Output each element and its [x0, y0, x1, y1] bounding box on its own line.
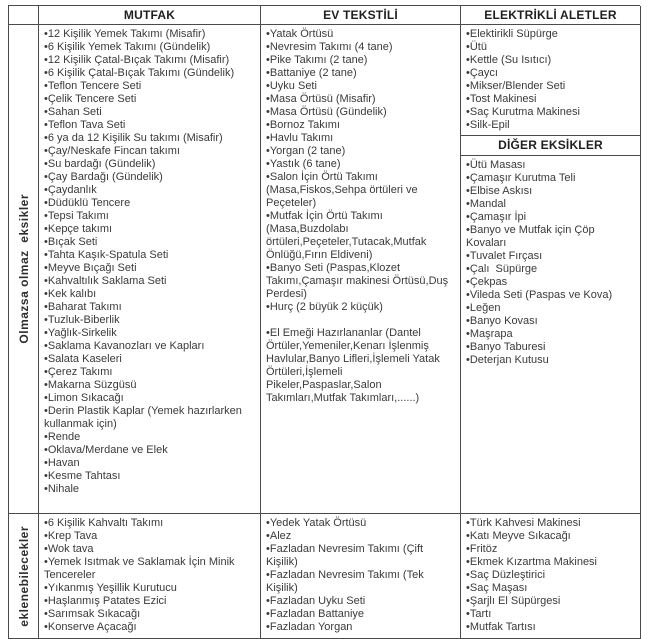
list-item: • Vileda Seti (Paspas ve Kova)	[466, 289, 636, 302]
list-item: • Fazladan Nevresim Takımı (Çift Kişilik)	[266, 543, 456, 569]
list-item: • Konserve Açacağı	[44, 621, 256, 634]
list-item: • Elbise Askısı	[466, 185, 636, 198]
list-item: • Salon İçin Örtü Takımı (Masa,Fiskos,Sehpa örtüleri ve Peçeteler)	[266, 171, 456, 210]
row-label-addables-text: eklenebilecekler	[16, 525, 31, 627]
list-item: • Havlu Takımı	[266, 132, 456, 145]
list-item: • Banyo Seti (Paspas,Klozet Takımı,Çamaşır makinesi Örtüsü,Duş Perdesi)	[266, 262, 456, 301]
list-item: • Yıkanmış Yeşillik Kurutucu	[44, 582, 256, 595]
list-item: • Oklava/Merdane ve Elek	[44, 444, 256, 457]
list-item: • Hurç (2 büyük 2 küçük)	[266, 301, 456, 314]
list-item: • Sarımsak Sıkacağı	[44, 608, 256, 621]
list-item: • Teflon Tava Seti	[44, 119, 256, 132]
list-item: • Kek kalıbı	[44, 288, 256, 301]
list-item: • Yatak Örtüsü	[266, 28, 456, 41]
list-item: • Makarna Süzgüsü	[44, 379, 256, 392]
list-item: • Çaycı	[466, 67, 636, 80]
list-item: • Ütü	[466, 41, 636, 54]
list-item: • Çalı Süpürge	[466, 263, 636, 276]
list-item: • Meyve Bıçağı Seti	[44, 262, 256, 275]
list-item: • Banyo Kovası	[466, 315, 636, 328]
list-item: • Çekpas	[466, 276, 636, 289]
list-item: • Nevresim Takımı (4 tane)	[266, 41, 456, 54]
list-item: • Tuvalet Fırçası	[466, 250, 636, 263]
list-item: • Silk-Epil	[466, 119, 636, 132]
list-item: • Tahta Kaşık-Spatula Seti	[44, 249, 256, 262]
list-item: • 12 Kişilik Yemek Takımı (Misafir)	[44, 28, 256, 41]
list-item: • Tartı	[466, 608, 636, 621]
electric-appliance-list	[461, 25, 640, 135]
list-item: • 6 Kişilik Çatal-Bıçak Takımı (Gündelik)	[44, 67, 256, 80]
list-item: • Nihale	[44, 483, 256, 496]
list-item: • Yağlık-Sirkelik	[44, 327, 256, 340]
row-label-must-haves	[9, 25, 39, 514]
list-item: • Teflon Tencere Seti	[44, 80, 256, 93]
list-item: • Bornoz Takımı	[266, 119, 456, 132]
list-item: • El Emeği Hazırlananlar (Dantel Örtüler,Yemeniler,Kenarı İşlenmiş Havlular,Banyo Lifleri,İşlemeli Yatak Örtüleri,İşlemeli Pikeler,Paspaslar,Salon Takımları,Mutfak Takımları,......)	[266, 327, 456, 405]
list-item: • Masa Örtüsü (Misafir)	[266, 93, 456, 106]
list-item: • Çaydanlık	[44, 184, 256, 197]
list-item: • Elektirikli Süpürge	[466, 28, 636, 41]
list-item: • Derin Plastik Kaplar (Yemek hazırlarken kullanmak için)	[44, 405, 256, 431]
list-item: • Fazladan Yorgan	[266, 621, 456, 634]
list-item: • Leğen	[466, 302, 636, 315]
row-label-addables	[9, 514, 39, 639]
sub-header-other-missing: DİĞER EKSİKLER	[461, 135, 640, 156]
list-item: • Baharat Takımı	[44, 301, 256, 314]
list-item: • Alez	[266, 530, 456, 543]
list-item: • Saç Maşası	[466, 582, 636, 595]
list-item: • Mutfak İçin Örtü Takımı (Masa,Buzdolabı örtüleri,Peçeteler,Tutacak,Mutfak Önlüğü,Fırın Eldiveni)	[266, 210, 456, 262]
list-item: • Katı Meyve Sıkacağı	[466, 530, 636, 543]
list-item: • Banyo ve Mutfak için Çöp Kovaları	[466, 224, 636, 250]
list-item: • Kettle (Su Isıtıcı)	[466, 54, 636, 67]
list-item: • Tuzluk-Biberlik	[44, 314, 256, 327]
cell-kitchen-must-haves	[39, 25, 261, 514]
cell-kitchen-addables	[39, 514, 261, 639]
list-item: • Ekmek Kızartma Makinesi	[466, 556, 636, 569]
checklist-table	[8, 5, 640, 639]
cell-textile-must-haves	[261, 25, 461, 514]
list-item: • Banyo Taburesi	[466, 341, 636, 354]
list-item: • Kahvaltılık Saklama Seti	[44, 275, 256, 288]
list-item: • Saç Kurutma Makinesi	[466, 106, 636, 119]
cell-electric-addables	[461, 514, 641, 639]
list-item: • Haşlanmış Patates Ezici	[44, 595, 256, 608]
list-item: • Wok tava	[44, 543, 256, 556]
list-item: • Fazladan Battaniye	[266, 608, 456, 621]
list-item: • Yemek Isıtmak ve Saklamak İçin Minik Tencereler	[44, 556, 256, 582]
list-item: • Tost Makinesi	[466, 93, 636, 106]
list-item: • Mutfak Tartısı	[466, 621, 636, 634]
column-header-kitchen: MUTFAK	[39, 6, 261, 25]
list-item: • Uyku Seti	[266, 80, 456, 93]
list-item: • Bıçak Seti	[44, 236, 256, 249]
list-item: • Tepsi Takımı	[44, 210, 256, 223]
list-item: • Krep Tava	[44, 530, 256, 543]
list-item: • Fritöz	[466, 543, 636, 556]
list-item: • Yastık (6 tane)	[266, 158, 456, 171]
list-item: • Çay/Neskafe Fincan takımı	[44, 145, 256, 158]
list-item: • Maşrapa	[466, 328, 636, 341]
list-item: • Pike Takımı (2 tane)	[266, 54, 456, 67]
list-item: • Saç Düzleştirici	[466, 569, 636, 582]
list-item: • Limon Sıkacağı	[44, 392, 256, 405]
list-item: • Battaniye (2 tane)	[266, 67, 456, 80]
list-item: • Çamaşır Kurutma Teli	[466, 172, 636, 185]
other-missing-list	[461, 156, 640, 370]
table-grid	[8, 5, 640, 639]
list-item: • Türk Kahvesi Makinesi	[466, 517, 636, 530]
list-item: • Ütü Masası	[466, 159, 636, 172]
list-item: • Yorgan (2 tane)	[266, 145, 456, 158]
corner-cell	[9, 6, 39, 25]
list-item: • Düdüklü Tencere	[44, 197, 256, 210]
list-item	[266, 314, 456, 327]
list-item: • Fazladan Nevresim Takımı (Tek Kişilik)	[266, 569, 456, 595]
list-item: • Mandal	[466, 198, 636, 211]
list-item: • Havan	[44, 457, 256, 470]
cell-textile-addables	[261, 514, 461, 639]
row-label-must-haves-text: Olmazsa olmaz eksikler	[16, 194, 31, 344]
list-item: • Kepçe takımı	[44, 223, 256, 236]
list-item: • Sahan Seti	[44, 106, 256, 119]
list-item: • Su bardağı (Gündelik)	[44, 158, 256, 171]
list-item: • Rende	[44, 431, 256, 444]
list-item: • Çay Bardağı (Gündelik)	[44, 171, 256, 184]
list-item: • Çelik Tencere Seti	[44, 93, 256, 106]
list-item: • Deterjan Kutusu	[466, 354, 636, 367]
list-item: • 6 Kişilik Yemek Takımı (Gündelik)	[44, 41, 256, 54]
list-item: • Masa Örtüsü (Gündelik)	[266, 106, 456, 119]
list-item: • Saklama Kavanozları ve Kapları	[44, 340, 256, 353]
list-item: • Mikser/Blender Seti	[466, 80, 636, 93]
list-item: • Yedek Yatak Örtüsü	[266, 517, 456, 530]
list-item: • Çamaşır İpi	[466, 211, 636, 224]
list-item: • Çerez Takımı	[44, 366, 256, 379]
list-item: • Salata Kaseleri	[44, 353, 256, 366]
list-item: • Kesme Tahtası	[44, 470, 256, 483]
list-item: • 12 Kişilik Çatal-Bıçak Takımı (Misafir)	[44, 54, 256, 67]
column-header-textile: EV TEKSTİLİ	[261, 6, 461, 25]
list-item: • Fazladan Uyku Seti	[266, 595, 456, 608]
list-item: • 6 ya da 12 Kişilik Su takımı (Misafir)	[44, 132, 256, 145]
list-item: • Şarjlı El Süpürgesi	[466, 595, 636, 608]
cell-electric-must-haves	[461, 25, 641, 514]
column-header-electric: ELEKTRİKLİ ALETLER	[461, 6, 641, 25]
list-item: • 6 Kişilik Kahvaltı Takımı	[44, 517, 256, 530]
